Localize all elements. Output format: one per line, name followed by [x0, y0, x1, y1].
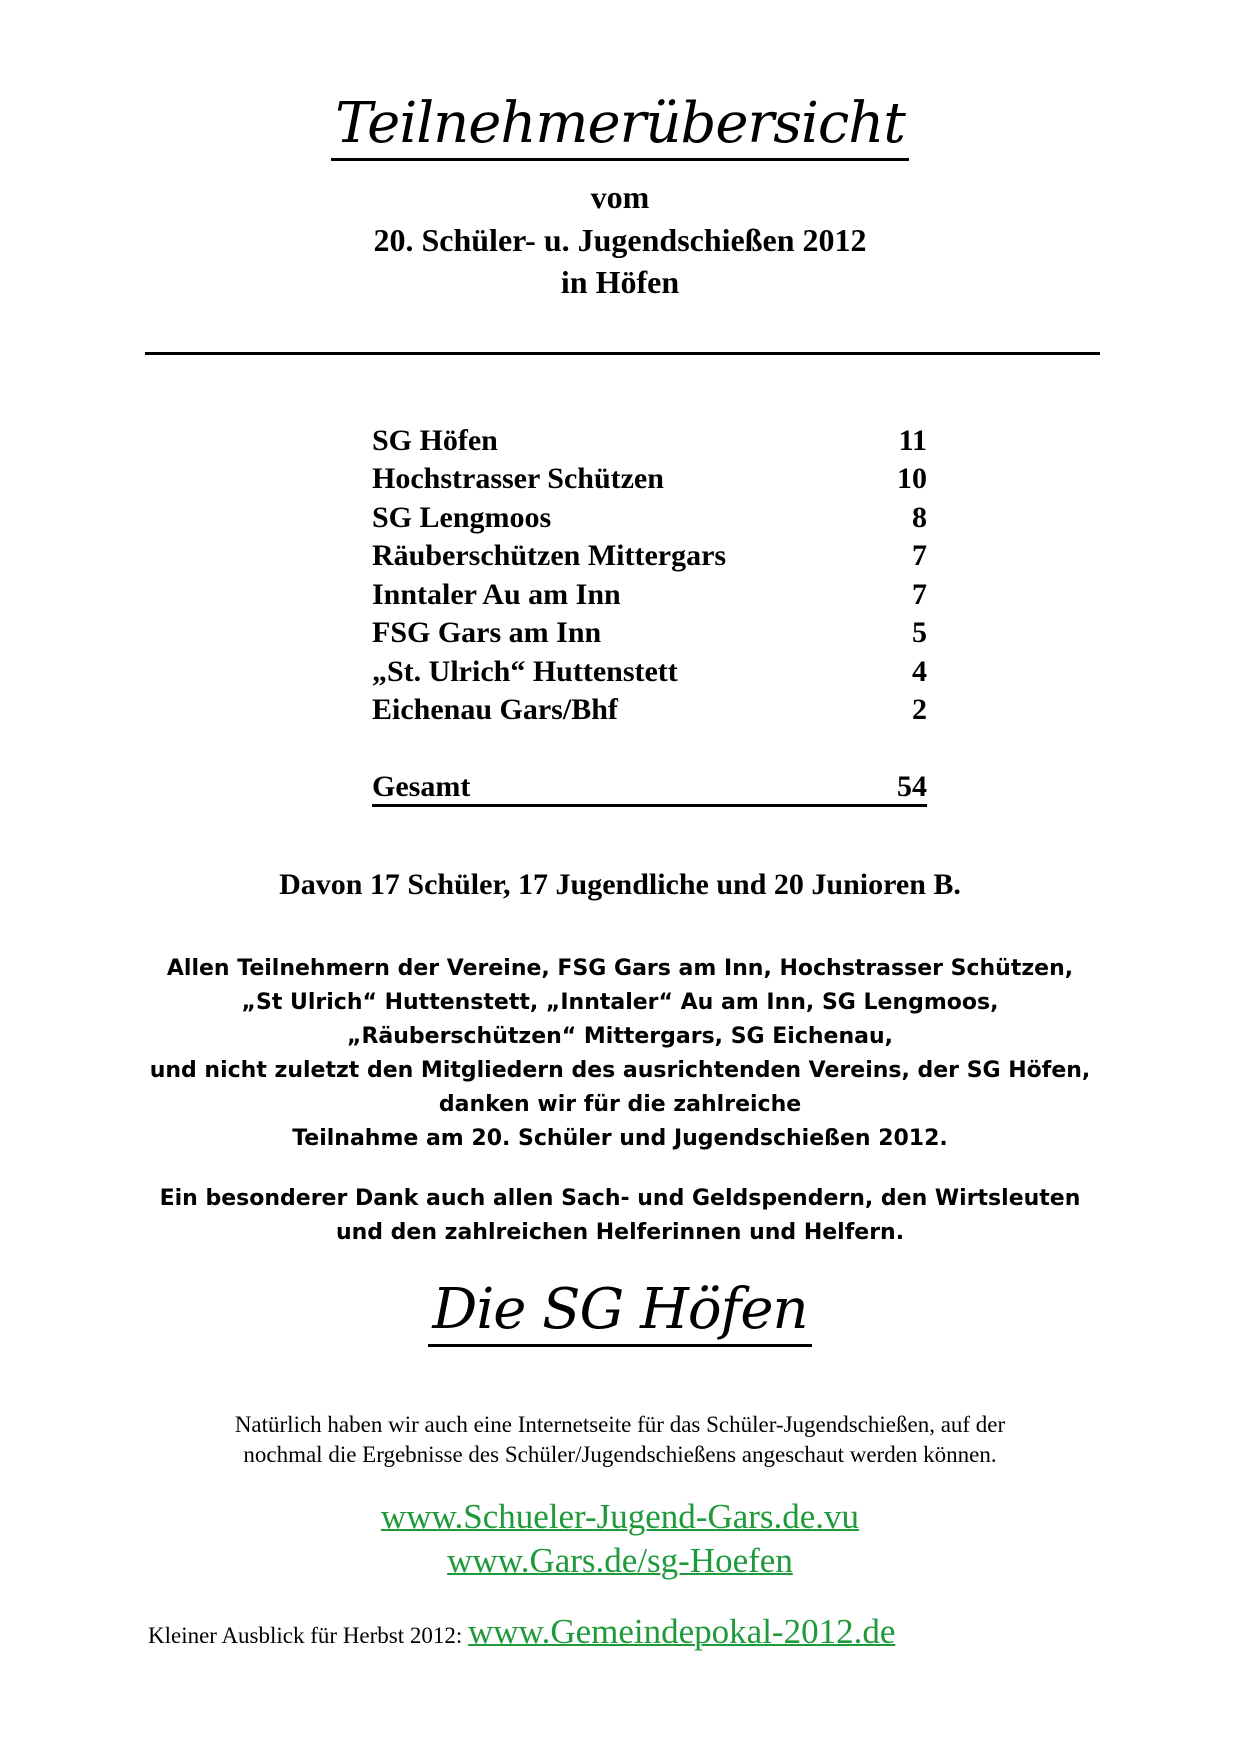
- thanks-line: Teilnahme am 20. Schüler und Jugendschießen 2012.: [292, 1126, 948, 1151]
- club-count: 7: [912, 539, 927, 572]
- outlook-label: Kleiner Ausblick für Herbst 2012:: [148, 1623, 469, 1648]
- club-name: SG Lengmoos: [372, 501, 552, 534]
- thanks-line: danken wir für die zahlreiche: [438, 1092, 802, 1117]
- participant-row: [372, 422, 927, 460]
- club-count: 10: [897, 462, 927, 495]
- club-count: 7: [912, 578, 927, 611]
- total-row: [372, 768, 927, 807]
- thanks-line: „St Ulrich“ Huttenstett, „Inntaler“ Au am Inn, SG Lengmoos,: [241, 990, 999, 1015]
- participant-row: [372, 499, 927, 537]
- participant-row: [372, 576, 927, 614]
- club-count: 4: [912, 655, 927, 688]
- subtitle-event: 20. Schüler- u. Jugendschießen 2012: [373, 222, 867, 258]
- special-thanks-paragraph: [60, 1182, 1180, 1250]
- club-count: 8: [912, 501, 927, 534]
- participant-breakdown: Davon 17 Schüler, 17 Jugendliche und 20 Junioren B.: [279, 868, 961, 901]
- participant-row: [372, 653, 927, 691]
- subtitle-vom: vom: [590, 179, 650, 215]
- total-label: Gesamt: [372, 770, 471, 803]
- page-title: [0, 92, 1240, 156]
- participant-row: [372, 537, 927, 575]
- special-thanks-line: und den zahlreichen Helferinnen und Helfern.: [335, 1220, 905, 1245]
- note-line: Natürlich haben wir auch eine Internetseite für das Schüler-Jugendschießen, auf der: [234, 1412, 1006, 1437]
- note-line: nochmal die Ergebnisse des Schüler/Jugendschießens angeschaut werden können.: [243, 1442, 997, 1467]
- club-name: Hochstrasser Schützen: [372, 462, 664, 495]
- signature: [0, 1278, 1240, 1342]
- participant-row: [372, 460, 927, 498]
- club-count: 5: [912, 616, 927, 649]
- page-title-text: Teilnehmerübersicht: [331, 91, 909, 161]
- club-name: FSG Gars am Inn: [372, 616, 602, 649]
- club-name: „St. Ulrich“ Huttenstett: [372, 655, 678, 688]
- thanks-line: Allen Teilnehmern der Vereine, FSG Gars am Inn, Hochstrasser Schützen,: [166, 956, 1074, 981]
- special-thanks-line: Ein besonderer Dank auch allen Sach- und Geldspendern, den Wirtsleuten: [159, 1186, 1081, 1211]
- club-count: 2: [912, 693, 927, 726]
- outlook-line: [148, 1612, 895, 1652]
- website-note: [0, 1410, 1240, 1470]
- divider: [145, 352, 1100, 355]
- total-count: 54: [897, 770, 927, 803]
- club-count: 11: [898, 424, 927, 457]
- club-name: Eichenau Gars/Bhf: [372, 693, 618, 726]
- link-schueler-jugend-gars[interactable]: www.Schueler-Jugend-Gars.de.vu: [380, 1497, 860, 1536]
- participant-row: [372, 614, 927, 652]
- thanks-line: und nicht zuletzt den Mitgliedern des ausrichtenden Vereins, der SG Höfen,: [149, 1058, 1091, 1083]
- signature-text: Die SG Höfen: [428, 1277, 811, 1347]
- participant-row: [372, 691, 927, 729]
- thanks-paragraph: [60, 952, 1180, 1156]
- link-gemeindepokal[interactable]: www.Gemeindepokal-2012.de: [468, 1612, 896, 1651]
- club-name: SG Höfen: [372, 424, 498, 457]
- club-name: Inntaler Au am Inn: [372, 578, 621, 611]
- link-gars-sg-hoefen[interactable]: www.Gars.de/sg-Hoefen: [447, 1541, 793, 1580]
- thanks-line: „Räuberschützen“ Mittergars, SG Eichenau,: [347, 1024, 893, 1049]
- club-name: Räuberschützen Mittergars: [372, 539, 727, 572]
- subtitle-location: in Höfen: [560, 264, 680, 300]
